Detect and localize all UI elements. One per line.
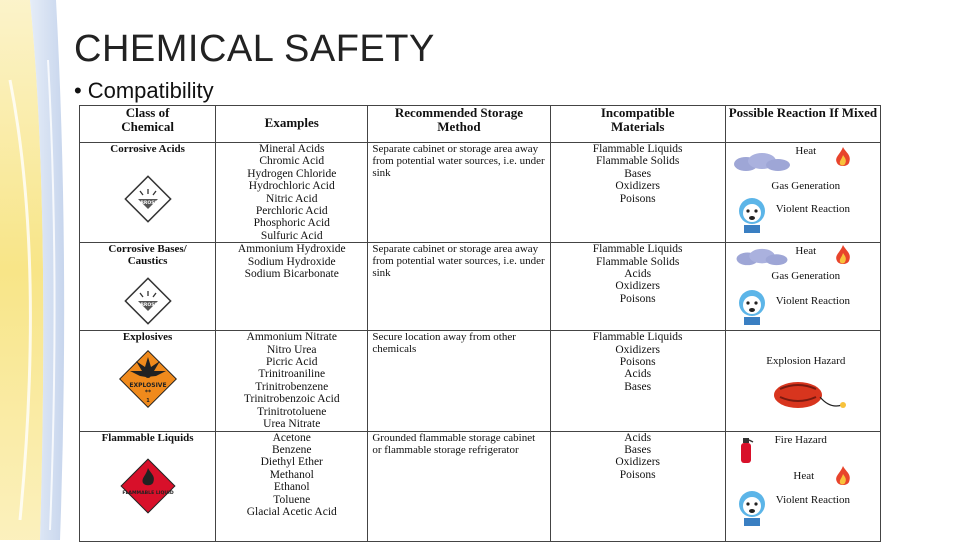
svg-text:CORROSIVE: CORROSIVE <box>132 303 163 309</box>
flame-icon <box>832 243 854 267</box>
compatibility-table <box>79 105 881 542</box>
reaction-cell: Explosion Hazard <box>725 331 880 431</box>
header-class: Class of Chemical <box>80 106 216 143</box>
slide-title: CHEMICAL SAFETY <box>74 28 435 70</box>
explosive-diamond-icon <box>116 347 180 411</box>
examples-cell: Mineral Acids Chromic Acid Hydrogen Chloride Hydrochloric Acid Nitric Acid Perchloric Acid Phosphoric Acid Sulfuric Acid <box>216 143 368 243</box>
reaction-cell: Heat Gas Generation Violent Reaction <box>725 143 880 243</box>
header-storage: Recommended Storage Method <box>368 106 550 143</box>
flame-icon <box>832 145 854 169</box>
examples-cell: Acetone Benzene Diethyl Ether Methanol Ethanol Toluene Glacial Acetic Acid <box>216 431 368 541</box>
bullet-text: Compatibility <box>87 78 214 103</box>
storage-cell: Separate cabinet or storage area away from potential water sources, i.e. under sink <box>368 243 550 331</box>
svg-text:FLAMMABLE LIQUID: FLAMMABLE LIQUID <box>121 490 174 496</box>
storage-cell: Grounded flammable storage cabinet or flammable storage refrigerator <box>368 431 550 541</box>
examples-cell: Ammonium Nitrate Nitro Urea Picric Acid Trinitroaniline Trinitrobenzene Trinitrobenzoic Acid Trinitrotoluene Urea Nitrate <box>216 331 368 431</box>
corrosive-diamond-icon <box>122 275 174 327</box>
table-row <box>80 331 881 431</box>
gas-cloud-icon <box>732 247 792 267</box>
fire-extinguisher-icon <box>738 436 754 464</box>
class-cell: Corrosive Bases/ Caustics CORROSIVE <box>80 243 216 331</box>
incompatible-cell: Flammable Liquids Flammable Solids Bases Oxidizers Poisons <box>550 143 725 243</box>
svg-text:**: ** <box>144 389 151 397</box>
class-cell: Corrosive Acids CORROSIVE <box>80 143 216 243</box>
class-cell: Flammable Liquids FLAMMABLE LIQUID <box>80 431 216 541</box>
flammable-diamond-icon <box>118 456 178 516</box>
corrosive-diamond-icon <box>122 173 174 225</box>
examples-cell: Ammonium Hydroxide Sodium Hydroxide Sodium Bicarbonate <box>216 243 368 331</box>
storage-cell: Separate cabinet or storage area away from potential water sources, i.e. under sink <box>368 143 550 243</box>
storage-cell: Secure location away from other chemicals <box>368 331 550 431</box>
bullet-dot-icon: • <box>74 78 82 103</box>
explosive-bag-icon <box>770 375 850 415</box>
incompatible-cell: Flammable Liquids Flammable Solids Acids Oxidizers Poisons <box>550 243 725 331</box>
table-row <box>80 143 881 243</box>
cartoon-face-icon <box>734 287 770 327</box>
table-row <box>80 431 881 541</box>
reaction-cell: Fire Hazard Heat Violent Reaction <box>725 431 880 541</box>
bullet-point <box>74 78 214 104</box>
reaction-cell: Heat Gas Generation Violent Reaction <box>725 243 880 331</box>
class-cell: Explosives EXPLOSIVE ** 1 <box>80 331 216 431</box>
svg-text:1: 1 <box>145 398 150 405</box>
header-reaction: Possible Reaction If Mixed <box>725 106 880 143</box>
header-incompatible: Incompatible Materials <box>550 106 725 143</box>
incompatible-cell: Flammable Liquids Oxidizers Poisons Acids Bases <box>550 331 725 431</box>
table-header-row <box>80 106 881 143</box>
incompatible-cell: Acids Bases Oxidizers Poisons <box>550 431 725 541</box>
flame-icon <box>832 464 854 488</box>
header-examples: Examples <box>216 106 368 143</box>
cartoon-face-icon <box>734 488 770 528</box>
cartoon-face-icon <box>734 195 770 235</box>
table-row <box>80 243 881 331</box>
svg-text:CORROSIVE: CORROSIVE <box>132 201 163 206</box>
svg-text:EXPLOSIVE: EXPLOSIVE <box>129 382 167 390</box>
gas-cloud-icon <box>732 151 792 173</box>
